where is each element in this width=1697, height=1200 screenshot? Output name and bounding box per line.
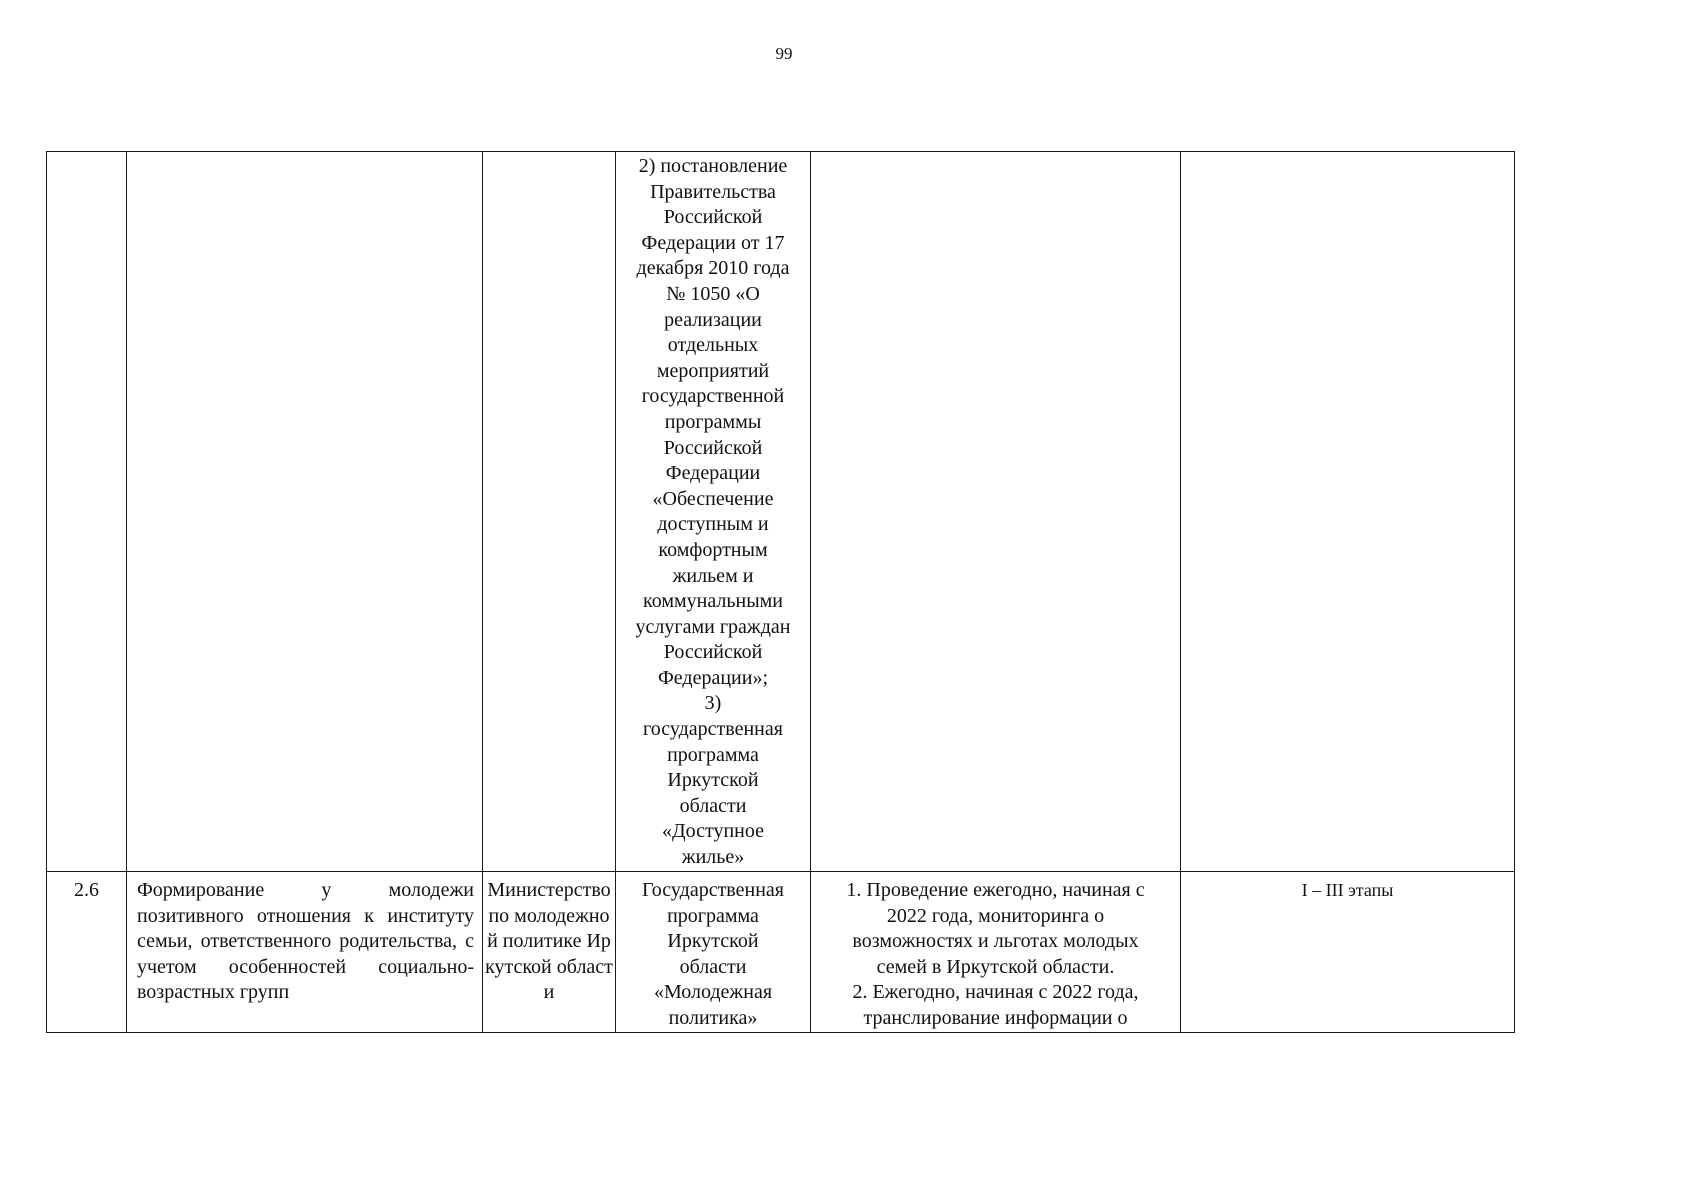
event-text: Формирование у молодежи позитивного отношения к институту семьи, ответственного родительства, с учетом особенностей социально-возрастных групп [137, 879, 474, 1004]
stage-text: I – III этапы [1301, 880, 1394, 900]
cell-stage [1181, 152, 1515, 872]
executor-text: Министерство по молодежной политике Иркутской области [485, 879, 613, 1004]
cell-number [47, 152, 127, 872]
cell-result [811, 872, 1181, 1033]
cell-executor [483, 872, 616, 1033]
cell-stage [1181, 872, 1515, 1033]
cell-event [127, 152, 483, 872]
result-text: 1. Проведение ежегодно, начиная с 2022 года, мониторинга о возможностях и льготах молодых семей в Иркутской области. 2. Ежегодно, начиная с 2022 года, транслирование информации о [846, 879, 1145, 1029]
cell-result [811, 152, 1181, 872]
cell-event [127, 872, 483, 1033]
row-number: 2.6 [74, 879, 99, 901]
table-row [47, 872, 1515, 1033]
page-number: 99 [775, 44, 793, 63]
program-measures-table [46, 151, 1515, 1033]
table-row [47, 152, 1515, 872]
basis-text: Государственная программа Иркутской области «Молодежная политика» [641, 879, 784, 1029]
cell-number [47, 872, 127, 1033]
cell-basis [616, 872, 811, 1033]
cell-executor [483, 152, 616, 872]
basis-text: 2) постановление Правительства Российской Федерации от 17 декабря 2010 года № 1050 «О реализации отдельных мероприятий государственной программы Российской Федерации «Обеспечение доступным и комфортным жильем и коммунальными услугами граждан Российской Федерации»; 3) государственная программа Иркутской области «Доступное жилье» [635, 155, 791, 869]
cell-basis [616, 152, 811, 872]
